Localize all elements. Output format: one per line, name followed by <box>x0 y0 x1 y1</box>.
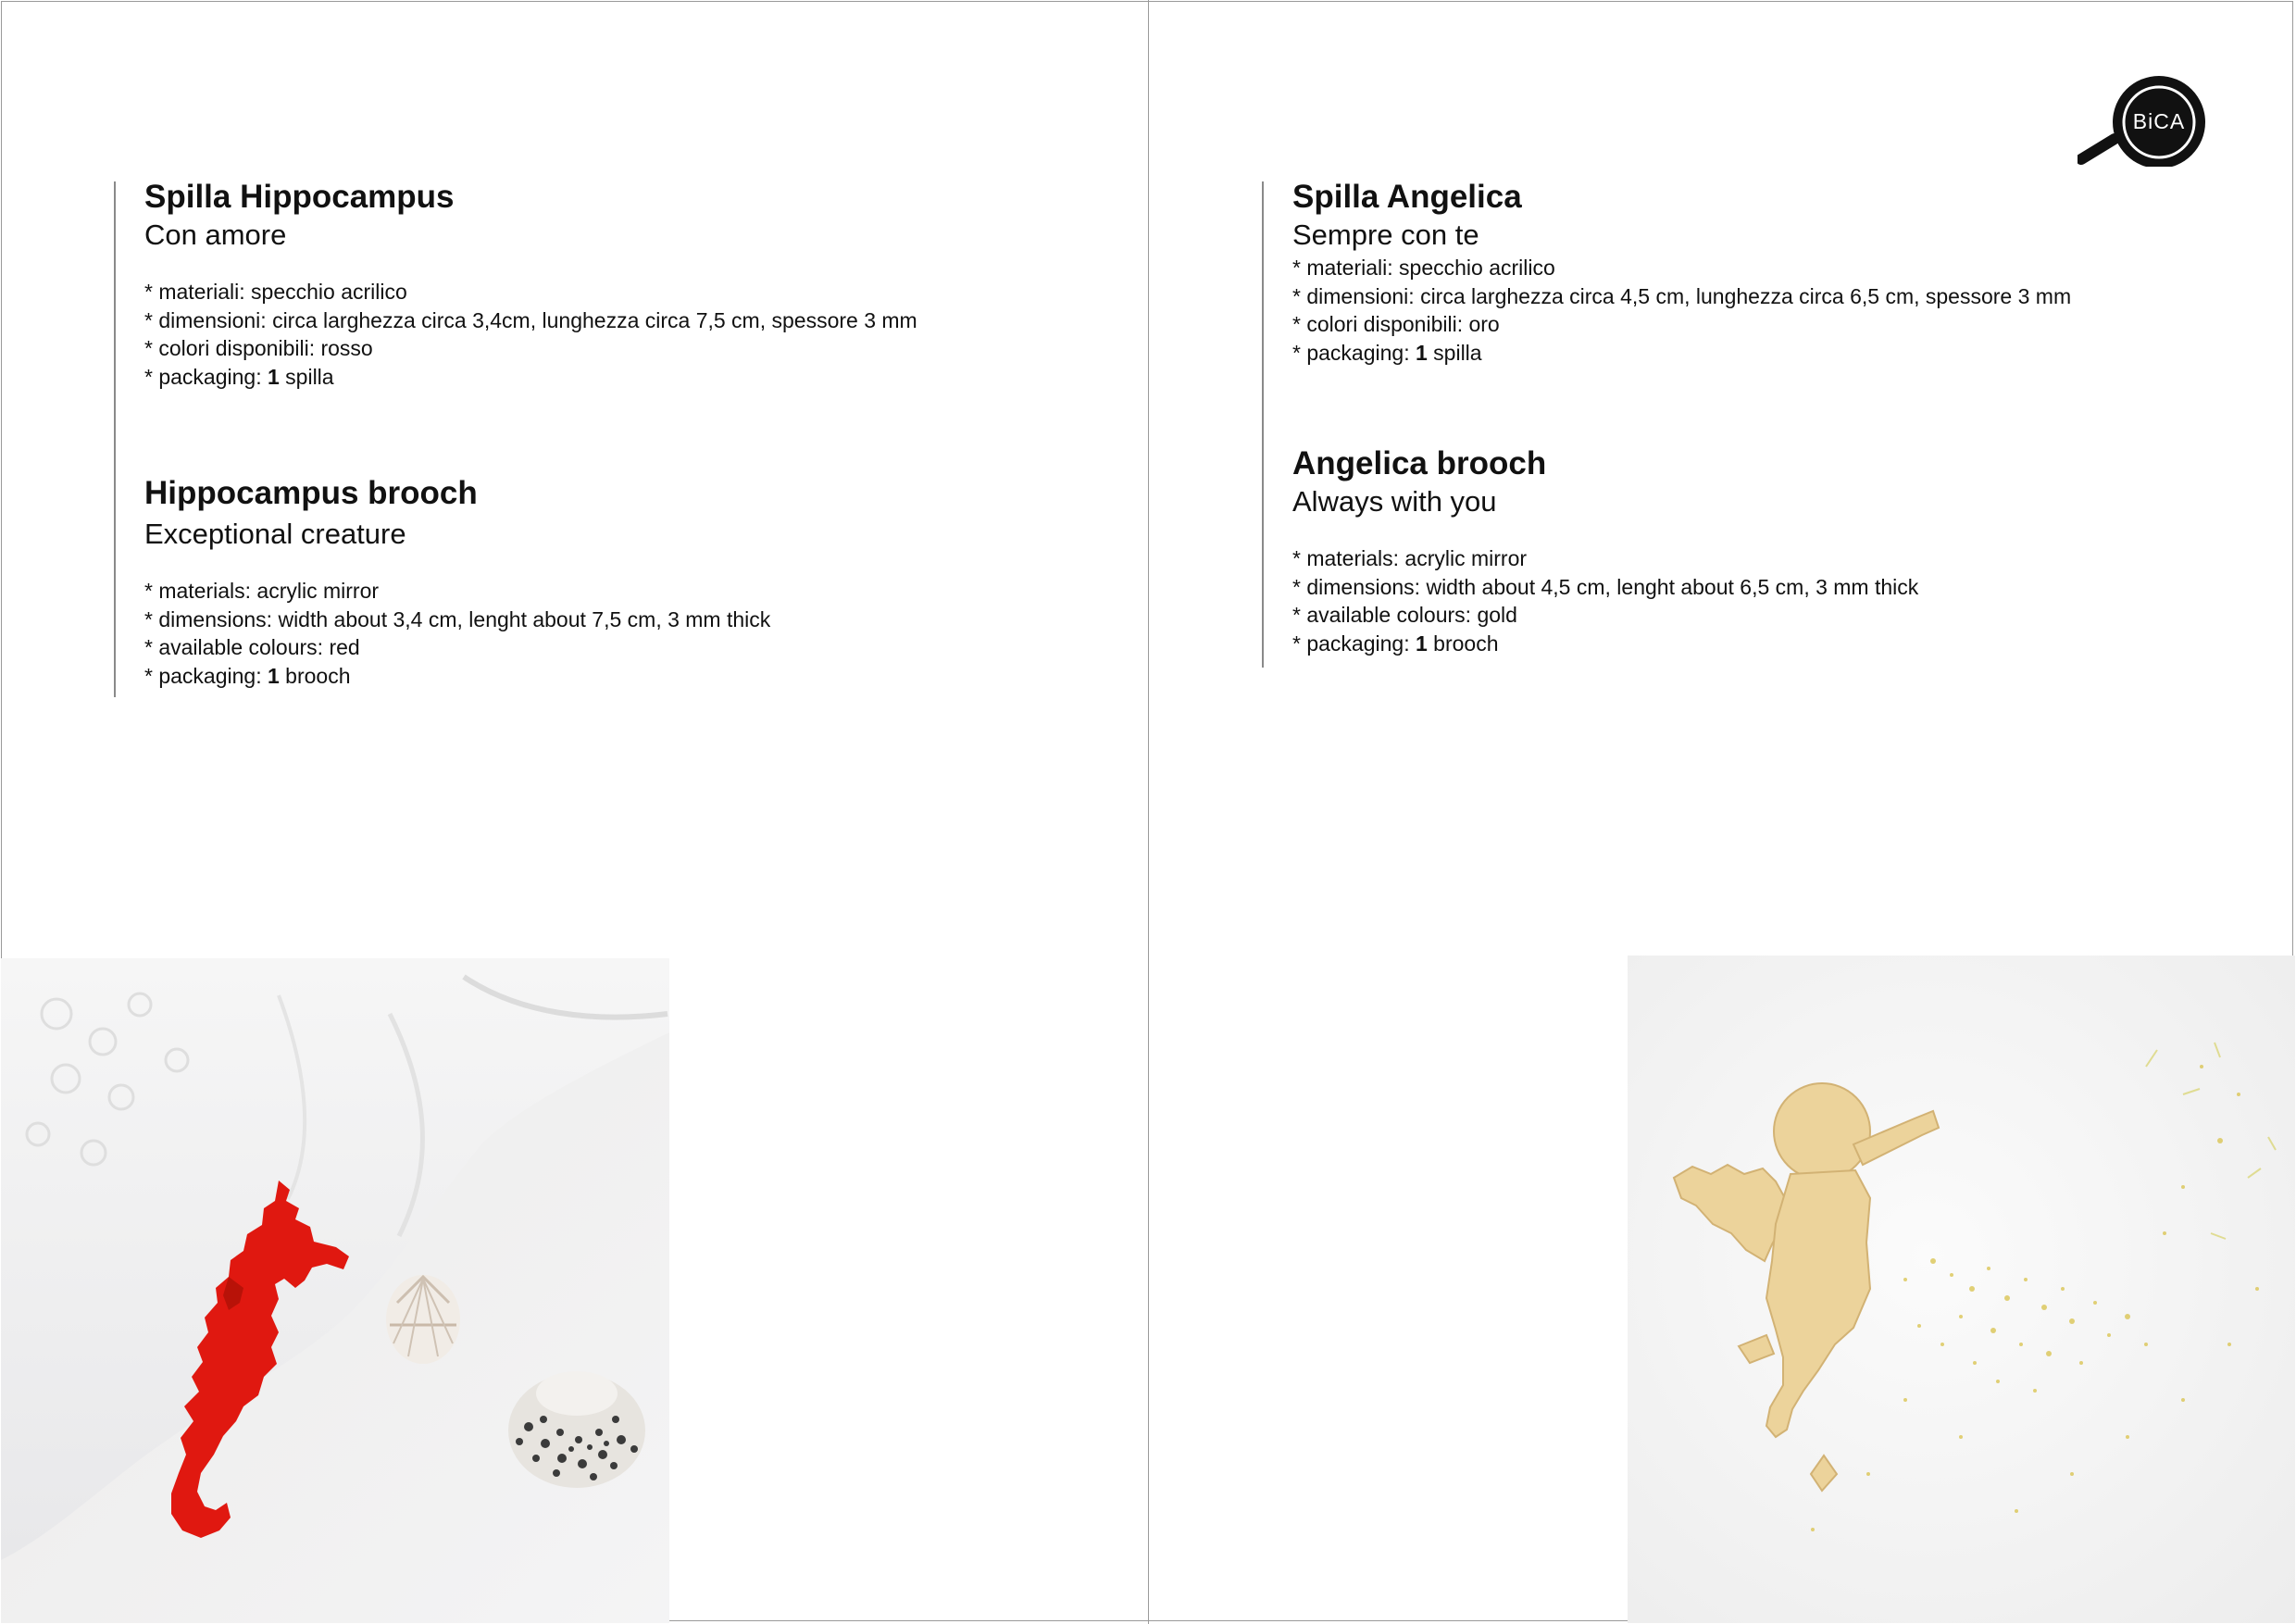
product-subtitle: Sempre con te <box>1292 219 1479 251</box>
spec-line: * dimensions: width about 4,5 cm, lenght about 6,5 cm, 3 mm thick <box>1292 574 1919 599</box>
product-subtitle: Exceptional creature <box>144 518 406 550</box>
page-spine <box>1148 0 1149 1624</box>
product-title: Spilla Hippocampus <box>144 179 455 215</box>
left-vertical-rule <box>114 181 116 697</box>
spec-line: * materials: acrylic mirror <box>144 579 380 603</box>
bica-logo <box>2078 74 2207 167</box>
left-english-block <box>144 474 770 690</box>
angel-product-photo <box>1628 956 2295 1623</box>
right-italian-block <box>1292 178 2071 367</box>
spec-line: * packaging: 1 brooch <box>144 663 351 688</box>
seahorse-product-photo <box>1 958 669 1623</box>
spec-line: * dimensions: width about 3,4 cm, lenght about 7,5 cm, 3 mm thick <box>144 606 771 631</box>
right-english-block <box>1292 444 1918 657</box>
spec-line: * packaging: 1 spilla <box>1292 340 1482 365</box>
product-subtitle: Always with you <box>1292 485 1497 518</box>
left-italian-block <box>144 178 917 391</box>
spec-line: * available colours: gold <box>1292 603 1517 627</box>
spec-line: * materials: acrylic mirror <box>1292 546 1528 570</box>
product-title: Angelica brooch <box>1292 445 1547 481</box>
spec-line: * packaging: 1 spilla <box>144 364 334 389</box>
spec-line: * colori disponibili: rosso <box>144 336 373 360</box>
product-title: Spilla Angelica <box>1292 179 1522 215</box>
logo-text: BiCA <box>2132 109 2186 133</box>
spec-line: * materiali: specchio acrilico <box>1292 256 1555 280</box>
spec-line: * materiali: specchio acrilico <box>144 280 407 304</box>
right-vertical-rule <box>1262 181 1264 668</box>
spec-line: * colori disponibili: oro <box>1292 312 1500 336</box>
spec-line: * dimensioni: circa larghezza circa 4,5 cm, lunghezza circa 6,5 cm, spessore 3 mm <box>1292 283 2072 308</box>
product-title: Hippocampus brooch <box>144 475 478 511</box>
spec-line: * available colours: red <box>144 635 360 659</box>
spec-line: * dimensioni: circa larghezza circa 3,4cm, lunghezza circa 7,5 cm, spessore 3 mm <box>144 307 917 332</box>
product-subtitle: Con amore <box>144 219 287 251</box>
spec-line: * packaging: 1 brooch <box>1292 631 1499 656</box>
